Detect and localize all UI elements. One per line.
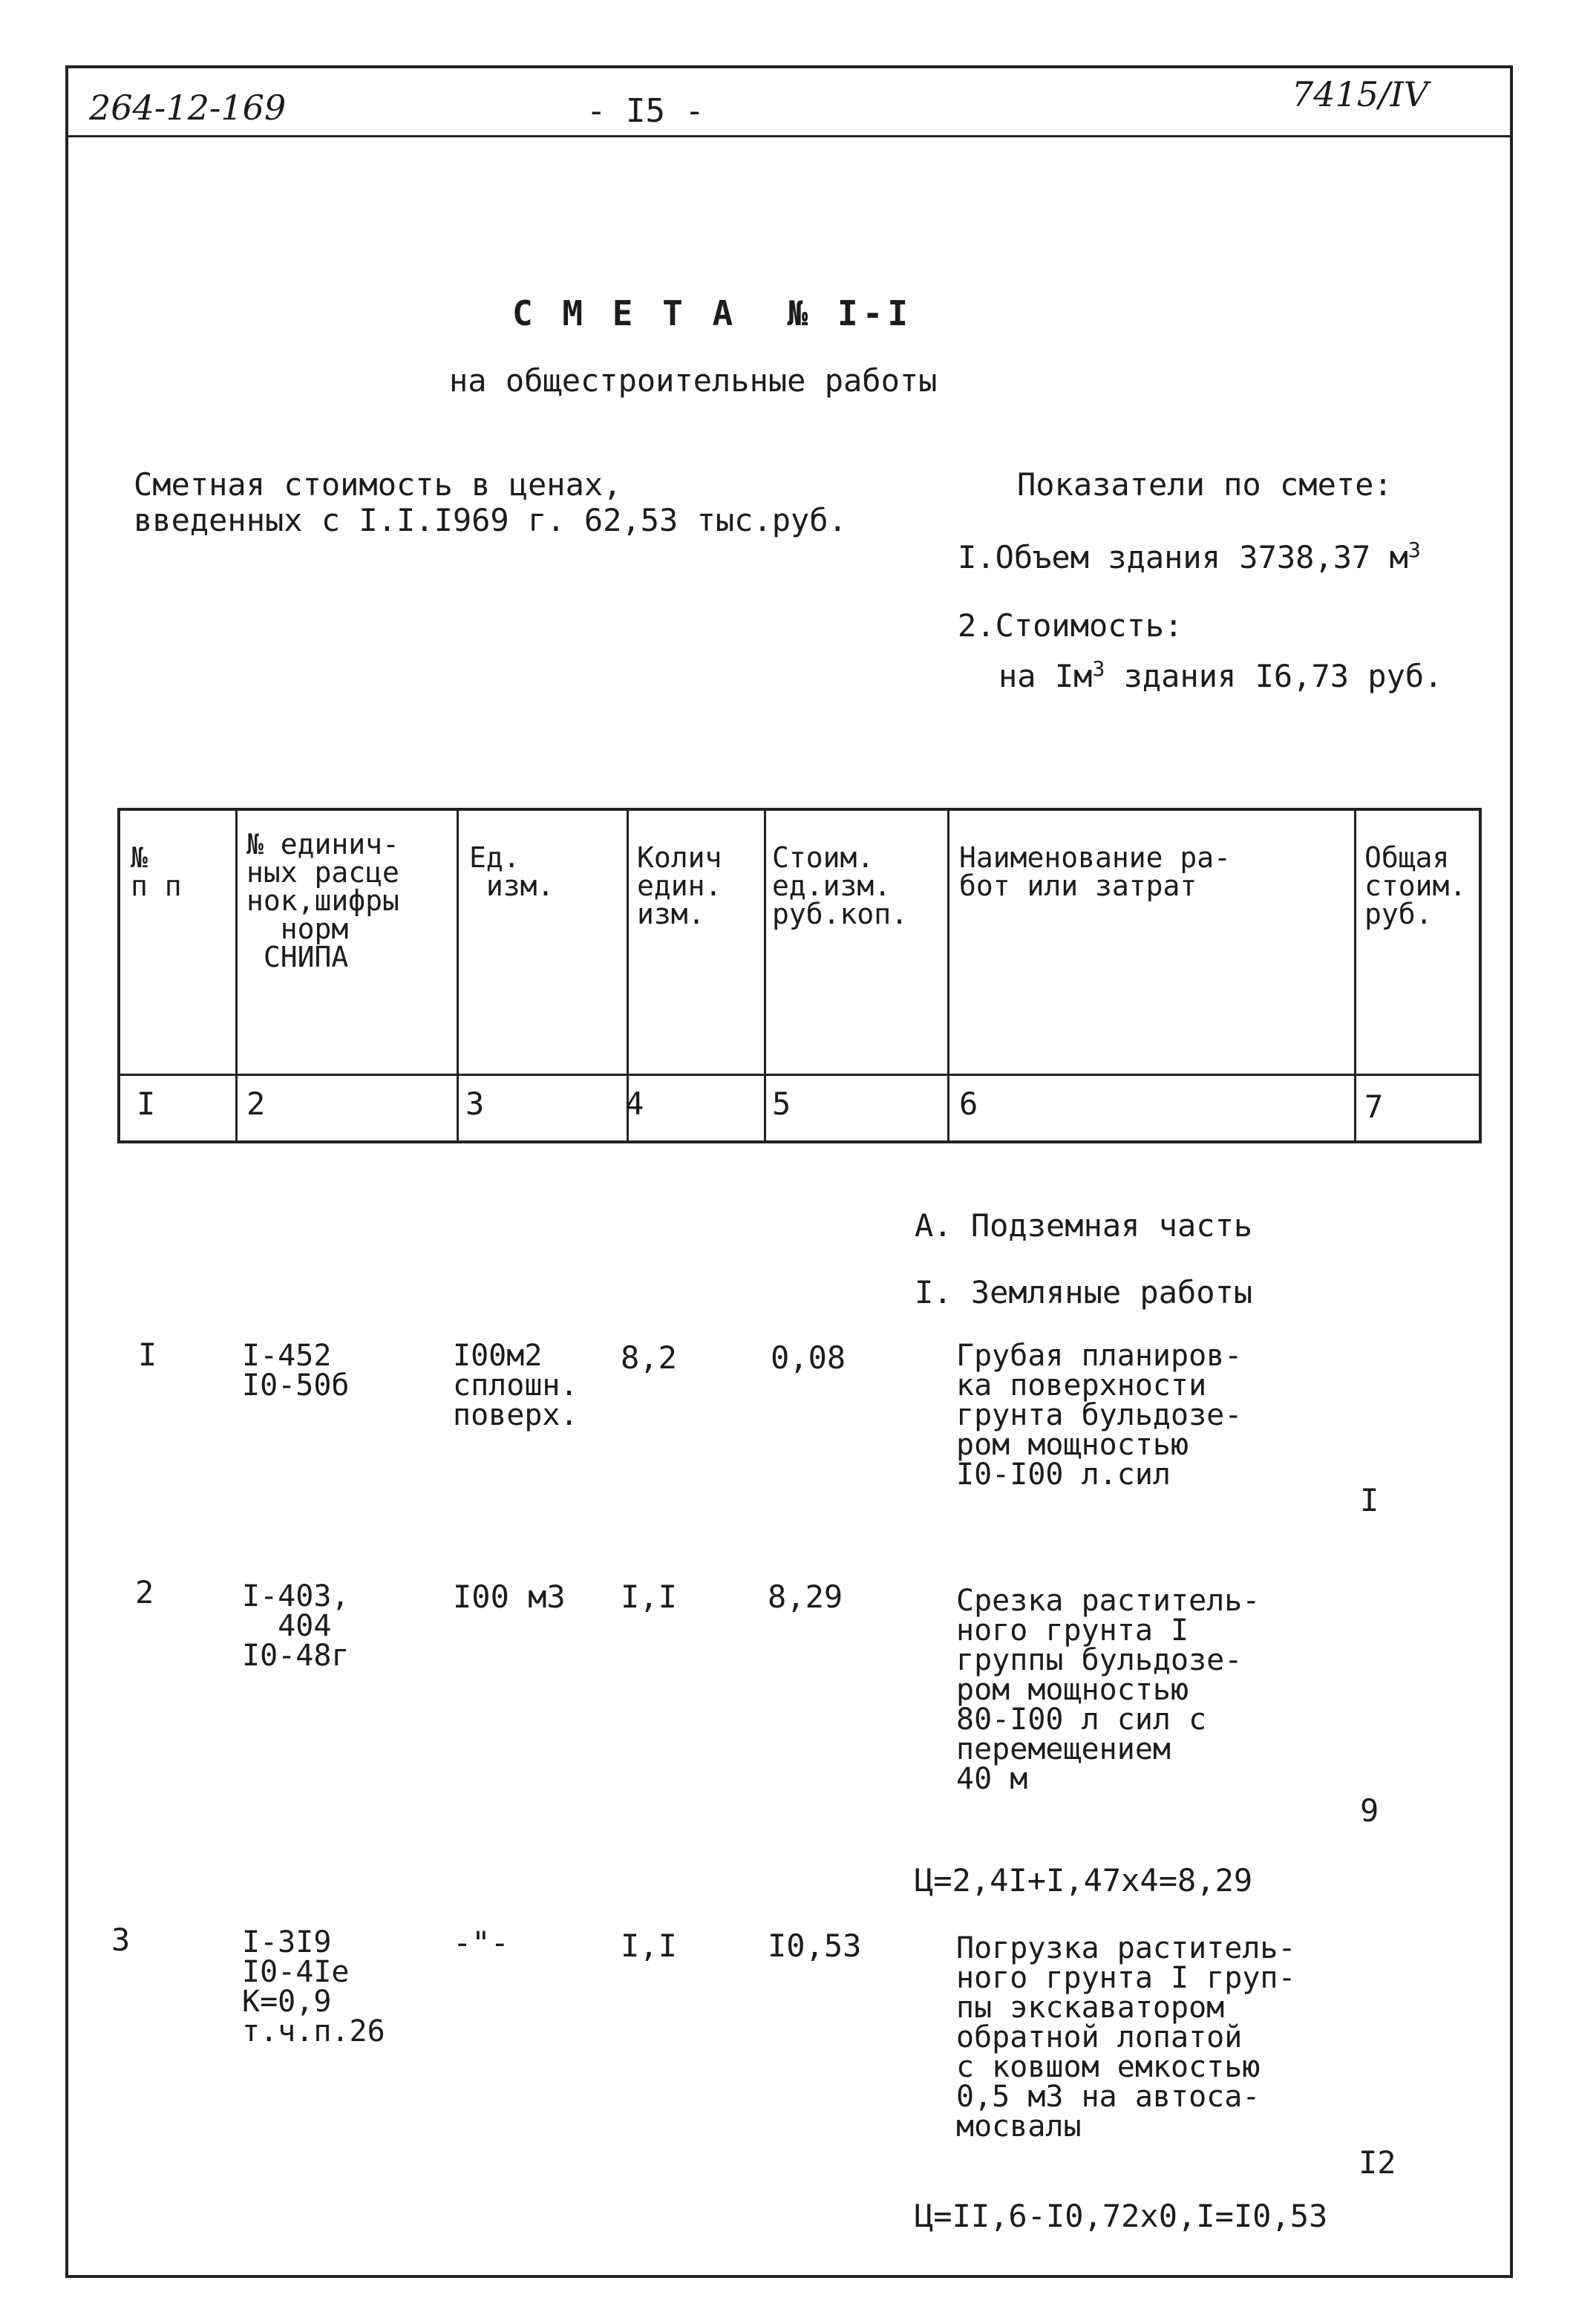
row-unit: I00 м3 <box>453 1579 566 1615</box>
row-qty: I,I <box>621 1928 677 1964</box>
row-total: I <box>1360 1482 1379 1518</box>
row-price: 0,08 <box>771 1339 846 1376</box>
row-num: I <box>138 1336 157 1373</box>
header-col-1: № п п <box>131 841 182 902</box>
row-code: I-403, 404 I0-48г <box>242 1579 350 1673</box>
frame-right <box>1510 65 1513 2278</box>
row-code: I-452 I0-50б <box>242 1339 350 1403</box>
row-price: I0,53 <box>768 1928 862 1964</box>
estimated-cost-line1: Сметная стоимость в ценах, <box>134 466 622 503</box>
frame-left <box>65 65 68 2278</box>
estimate-header-table <box>117 808 1482 1143</box>
row-num: 2 <box>135 1574 154 1610</box>
row-code: I-3I9 I0-4Iе К=0,9 т.ч.п.26 <box>242 1925 385 2049</box>
col-divider <box>235 811 238 1140</box>
volume-unit-superscript: 3 <box>1408 538 1421 562</box>
header-col-3: Ед. изм. <box>469 841 555 902</box>
col-number-7: 7 <box>1364 1088 1384 1125</box>
row-work-name: Грубая планиров- ка поверхности грунта бульдозе- ром мощностью I0-I00 л.сил <box>956 1339 1243 1492</box>
row-formula: Ц=II,6-I0,72х0,I=I0,53 <box>915 2198 1328 2234</box>
row-unit: -"- <box>453 1925 509 1961</box>
row-num: 3 <box>111 1922 131 1958</box>
indicators-heading: Показатели по смете: <box>1017 466 1393 503</box>
row-price: 8,29 <box>768 1579 843 1615</box>
header-col-5: Стоим. ед.изм. руб.коп. <box>772 841 909 930</box>
cost-unit-superscript: 3 <box>1092 656 1105 681</box>
header-col-6: Наименование ра- бот или затрат <box>959 841 1232 902</box>
document-title: С М Е Т А № I-I <box>512 293 913 333</box>
page-number: - I5 - <box>586 92 704 130</box>
col-number-4: 4 <box>625 1086 644 1122</box>
row-work-name: Срезка раститель- ного грунта I группы бульдозе- ром мощностью 80-I00 л сил с перемещением 40 м <box>956 1584 1261 1796</box>
indicator-building-volume-text: I.Объем здания 3738,37 м <box>958 539 1408 575</box>
indicator-cost-heading: 2.Стоимость: <box>958 607 1183 644</box>
row-work-name: Погрузка раститель- ного грунта I груп- пы экскаватором обратной лопатой с ковшом емкостью 0,5 м3 на автоса- мосвалы <box>956 1931 1296 2144</box>
col-divider <box>947 811 949 1140</box>
document-code-right: 7415/IV <box>1292 74 1428 114</box>
row-qty: I,I <box>621 1579 677 1615</box>
frame-header-line <box>65 135 1513 137</box>
col-divider <box>764 811 766 1140</box>
header-col-2: № единич- ных расце нок,шифры норм СНИПА <box>246 828 399 973</box>
header-number-divider <box>120 1074 1479 1076</box>
row-qty: 8,2 <box>621 1339 677 1376</box>
section-heading-a: А. Подземная часть <box>915 1207 1253 1244</box>
document-subtitle: на общестроительные работы <box>449 362 938 399</box>
row-formula: Ц=2,4I+I,47х4=8,29 <box>915 1862 1253 1899</box>
col-number-2: 2 <box>246 1086 266 1122</box>
col-number-6: 6 <box>959 1086 978 1122</box>
document-code-left: 264-12-169 <box>89 88 287 128</box>
row-total: 9 <box>1360 1792 1379 1829</box>
row-unit: I00м2 сплошн. поверх. <box>453 1339 578 1432</box>
row-total: I2 <box>1359 2144 1396 2181</box>
col-divider <box>457 811 459 1140</box>
cost-per-unit-prefix: на Iм <box>998 658 1093 694</box>
indicator-cost-per-m3 <box>998 656 1442 694</box>
frame-top <box>65 65 1513 68</box>
col-divider <box>1354 811 1356 1140</box>
col-number-1: I <box>137 1086 156 1122</box>
header-col-7: Общая стоим. руб. <box>1364 841 1467 930</box>
col-number-3: 3 <box>465 1086 485 1122</box>
frame-bottom <box>65 2275 1513 2278</box>
header-col-4: Колич един. изм. <box>637 841 722 930</box>
estimated-cost-line2: введенных с I.I.I969 г. 62,53 тыс.руб. <box>134 502 847 538</box>
cost-per-unit-value: здания I6,73 руб. <box>1105 658 1443 694</box>
indicator-building-volume <box>958 538 1421 575</box>
col-number-5: 5 <box>772 1086 791 1122</box>
section-heading-1: I. Земляные работы <box>915 1274 1253 1310</box>
